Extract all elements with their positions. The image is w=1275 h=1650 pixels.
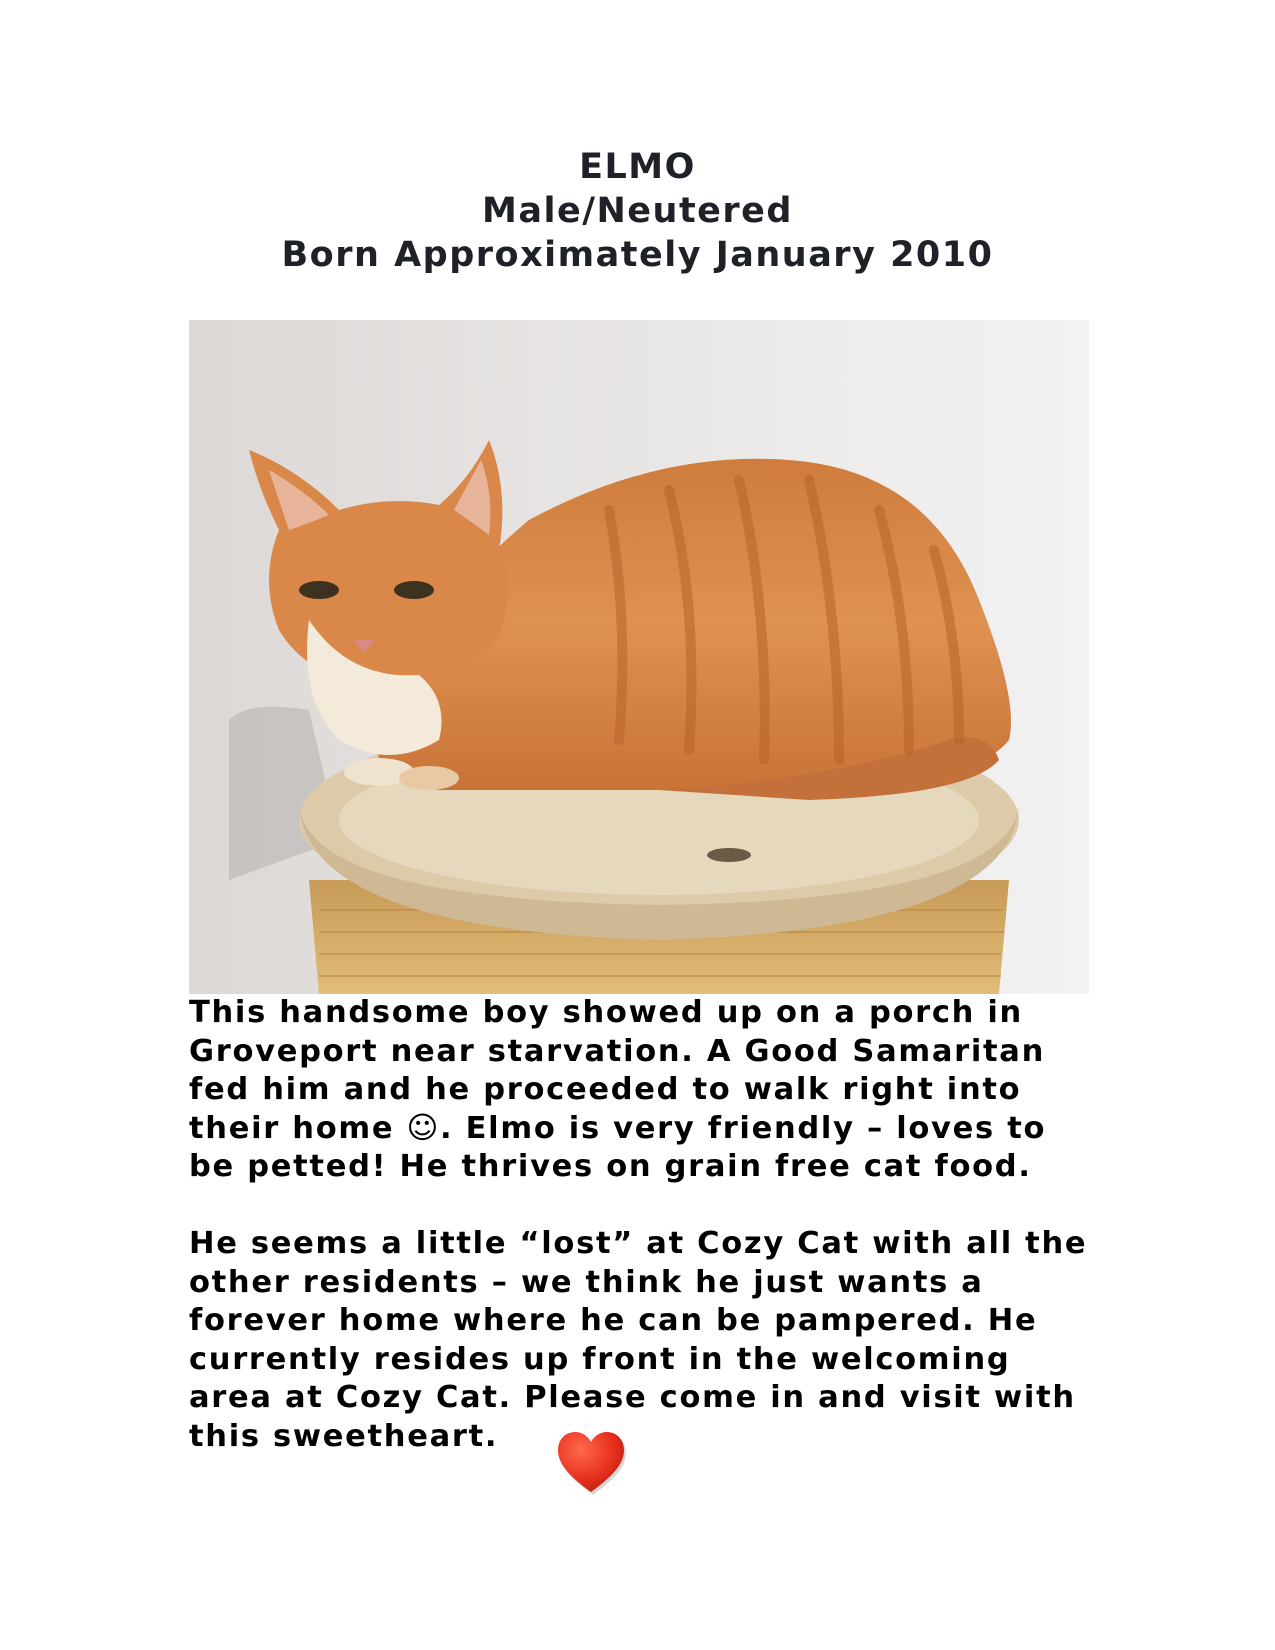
description-line: area at Cozy Cat. Please come in and visit with <box>189 1380 1076 1415</box>
cat-photo <box>189 320 1089 994</box>
cat-photo-illustration <box>189 320 1089 994</box>
description-line: currently resides up front in the welcoming <box>189 1341 1011 1377</box>
heart-icon <box>556 1430 626 1496</box>
description-line: their home ☺. Elmo is very friendly – loves to <box>189 1110 1047 1146</box>
description-line: forever home where he can be pampered. He <box>189 1303 1038 1338</box>
description-line: be petted! He thrives on grain free cat food. <box>189 1149 1032 1184</box>
description <box>189 994 1189 1456</box>
cat-name: ELMO <box>579 147 696 187</box>
description-line: other residents – we think he just wants a <box>189 1264 984 1300</box>
description-line: He seems a little “lost” at Cozy Cat with all the <box>189 1226 1088 1261</box>
description-line: fed him and he proceeded to walk right into <box>189 1072 1022 1107</box>
description-line: This handsome boy showed up on a porch in <box>189 995 1023 1030</box>
description-line: this sweetheart. <box>189 1418 499 1454</box>
description-paragraph-1 <box>189 994 1189 1187</box>
description-line: Groveport near starvation. A Good Samaritan <box>189 1033 1045 1069</box>
cat-birth-date: Born Approximately January 2010 <box>281 235 994 275</box>
paragraph-gap <box>189 1187 1189 1226</box>
cat-sex: Male/Neutered <box>482 191 793 231</box>
description-paragraph-2 <box>189 1225 1189 1456</box>
flyer-header <box>0 145 1275 277</box>
